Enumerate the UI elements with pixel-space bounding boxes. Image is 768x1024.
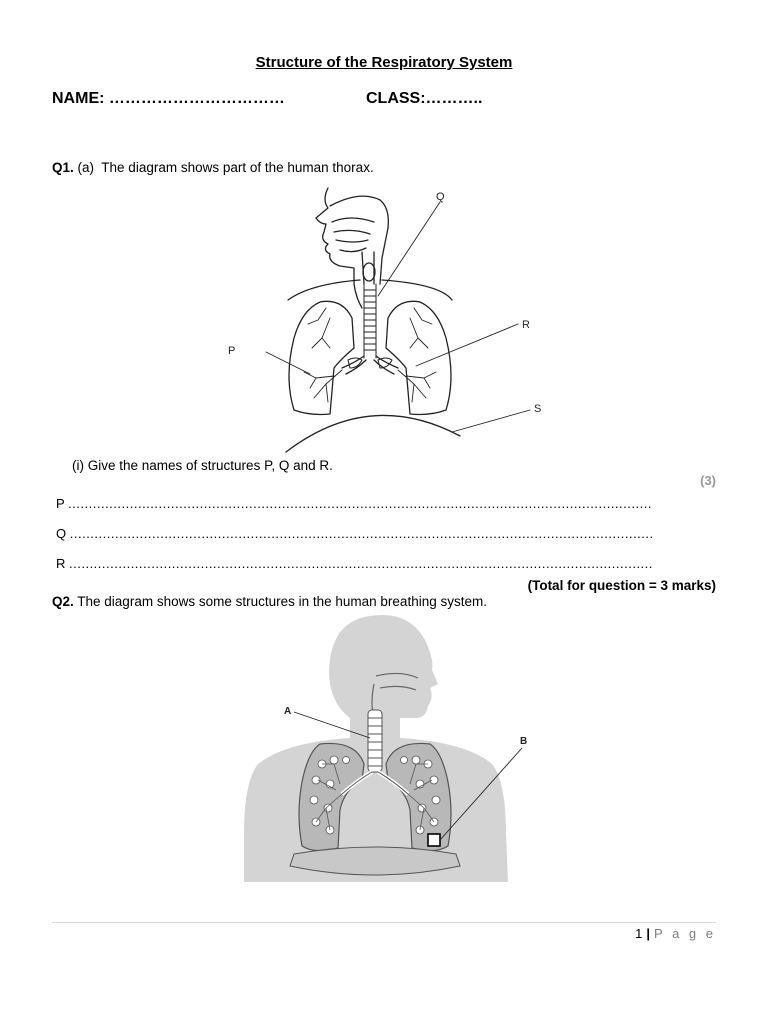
answer-label-p: P	[56, 496, 65, 511]
left-bronchioles	[304, 308, 342, 402]
question-1-sub-i: (i) Give the names of structures P, Q and R.	[72, 458, 333, 473]
left-bronchus	[342, 356, 366, 374]
answer-line-q[interactable]	[56, 526, 654, 541]
diaphragm	[286, 415, 460, 452]
breathing-system-diagram	[230, 614, 540, 884]
class-field: CLASS:………..	[366, 90, 483, 107]
footer-divider	[52, 922, 716, 923]
question-1-part: (a)	[77, 160, 95, 175]
left-shoulder	[288, 280, 360, 300]
question-1-stem	[52, 160, 374, 175]
right-lung	[386, 301, 451, 414]
name-field: NAME: ……………………………	[52, 90, 285, 107]
label-a: A	[284, 706, 292, 717]
answer-label-q: Q	[56, 526, 67, 541]
dotted-line: ..............................................................................................................................................	[69, 526, 654, 541]
question-2-text: The diagram shows some structures in the human breathing system.	[77, 594, 487, 609]
dotted-line: ..............................................................................................................................................	[68, 496, 652, 511]
answer-label-r: R	[56, 556, 66, 571]
answer-line-p[interactable]	[56, 496, 652, 511]
label-q: Q	[436, 191, 445, 203]
question-2-number: Q2.	[52, 594, 74, 609]
right-shoulder	[382, 280, 452, 300]
head-outline	[316, 188, 362, 308]
thorax-diagram	[228, 188, 560, 456]
trachea	[364, 284, 376, 358]
answer-line-r[interactable]	[56, 556, 653, 571]
label-s: S	[534, 403, 542, 415]
right-bronchus	[374, 356, 398, 374]
dotted-line: ..............................................................................................................................................	[69, 556, 653, 571]
page-word: P a g e	[654, 926, 716, 941]
label-b: B	[520, 736, 528, 747]
page-footer	[635, 926, 716, 941]
footer-separator: |	[646, 926, 651, 941]
page-number: 1	[635, 926, 643, 941]
label-p: P	[228, 345, 236, 357]
question-1-text: The diagram shows part of the human thorax.	[101, 160, 374, 175]
alveolus-highlight-box	[428, 834, 440, 846]
label-line-s	[452, 410, 530, 432]
label-line-q	[378, 202, 440, 296]
left-lung	[289, 301, 354, 414]
page-title: Structure of the Respiratory System	[255, 54, 513, 71]
label-r: R	[522, 319, 530, 331]
question-2-stem	[52, 594, 487, 609]
label-line-p	[266, 352, 310, 374]
label-line-r	[416, 324, 518, 366]
question-1-total: (Total for question = 3 marks)	[527, 578, 716, 593]
marks-badge: (3)	[700, 473, 716, 488]
question-1-number: Q1.	[52, 160, 74, 175]
right-bronchioles	[398, 308, 436, 402]
trachea	[368, 710, 382, 772]
diaphragm	[290, 847, 460, 875]
